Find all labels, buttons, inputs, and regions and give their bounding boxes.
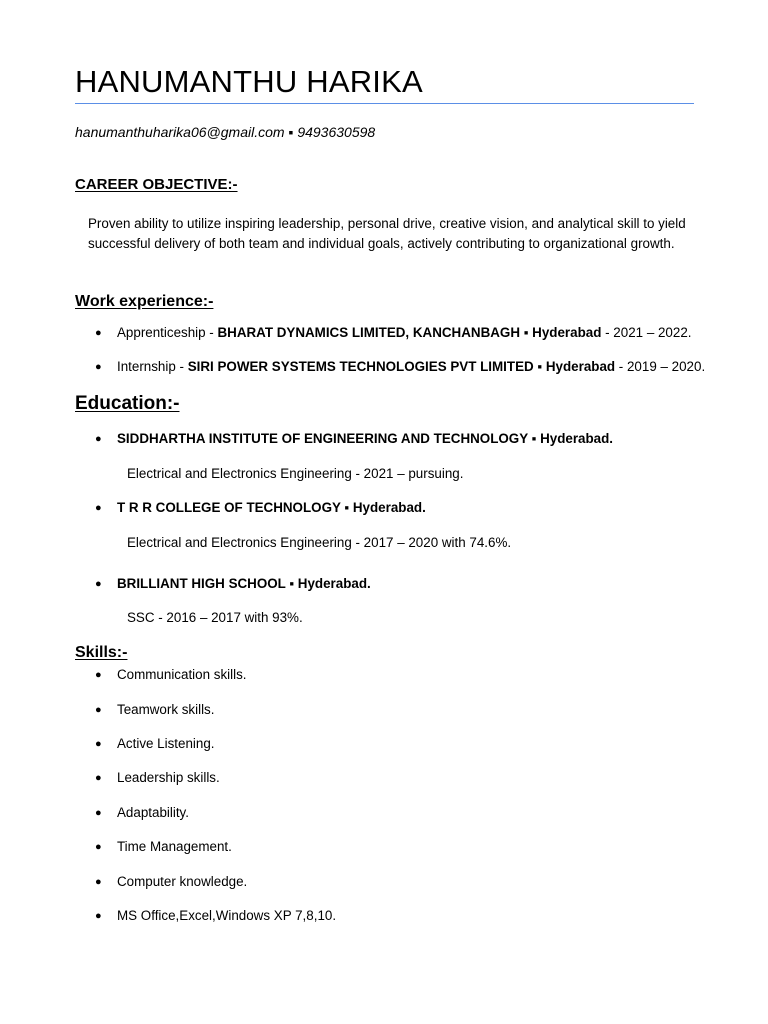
education-item: [95, 500, 426, 515]
bullet-icon: ●: [95, 669, 102, 681]
skill-label: Teamwork skills.: [117, 702, 215, 717]
work-experience-heading: Work experience:-: [75, 293, 214, 310]
career-objective-heading: CAREER OBJECTIVE:-: [75, 176, 238, 193]
skill-label: MS Office,Excel,Windows XP 7,8,10.: [117, 908, 337, 923]
education-item: [95, 576, 371, 591]
bullet-icon: ●: [95, 910, 102, 922]
skill-item: [95, 736, 215, 751]
bullet-icon: ●: [95, 361, 102, 373]
bullet-icon: ●: [95, 772, 102, 784]
education-institution: BRILLIANT HIGH SCHOOL ▪ Hyderabad.: [117, 576, 371, 591]
bullet-icon: ●: [95, 738, 102, 750]
work-organization: SIRI POWER SYSTEMS TECHNOLOGIES PVT LIMITED ▪ Hyderabad: [187, 359, 616, 374]
header-divider: [75, 103, 694, 104]
education-detail: Electrical and Electronics Engineering - 2021 – pursuing.: [127, 466, 464, 481]
skill-label: Communication skills.: [117, 667, 247, 682]
skill-label: Leadership skills.: [117, 770, 220, 785]
education-institution: T R R COLLEGE OF TECHNOLOGY ▪ Hyderabad.: [117, 500, 426, 515]
skill-item: [95, 702, 214, 717]
education-institution: SIDDHARTHA INSTITUTE OF ENGINEERING AND TECHNOLOGY ▪ Hyderabad.: [117, 431, 614, 446]
career-objective-text: Proven ability to utilize inspiring leadership, personal drive, creative vision, and analytical skill to yield successful delivery of both team and individual goals, actively contributing to organizational growth.: [88, 216, 686, 251]
skill-item: [95, 908, 336, 923]
skill-label: Computer knowledge.: [117, 874, 248, 889]
education-item: [95, 431, 613, 446]
education-heading: Education:-: [75, 393, 180, 414]
candidate-name: HANUMANTHU HARIKA: [75, 64, 423, 99]
contact-line: [75, 124, 375, 140]
skill-item: [95, 805, 189, 820]
skill-label: Adaptability.: [117, 805, 189, 820]
skill-label: Active Listening.: [117, 736, 215, 751]
skills-heading: Skills:-: [75, 644, 128, 661]
skill-item: [95, 770, 220, 785]
bullet-icon: ●: [95, 578, 102, 590]
work-period: - 2021 – 2022.: [601, 325, 692, 340]
education-detail: SSC - 2016 – 2017 with 93%.: [127, 610, 303, 625]
work-item: [95, 325, 692, 340]
education-detail: Electrical and Electronics Engineering - 2017 – 2020 with 74.6%.: [127, 535, 512, 550]
contact-separator: ▪: [288, 124, 294, 140]
work-period: - 2019 – 2020.: [615, 359, 706, 374]
work-role: Apprenticeship -: [117, 325, 218, 340]
work-organization: BHARAT DYNAMICS LIMITED, KANCHANBAGH ▪ Hyderabad: [217, 325, 602, 340]
work-item: [95, 359, 705, 374]
bullet-icon: ●: [95, 807, 102, 819]
skill-label: Time Management.: [117, 839, 232, 854]
bullet-icon: ●: [95, 327, 102, 339]
bullet-icon: ●: [95, 433, 102, 445]
bullet-icon: ●: [95, 502, 102, 514]
skill-item: [95, 839, 232, 854]
bullet-icon: ●: [95, 841, 102, 853]
work-role: Internship -: [117, 359, 188, 374]
bullet-icon: ●: [95, 704, 102, 716]
phone-text: 9493630598: [297, 124, 376, 140]
bullet-icon: ●: [95, 876, 102, 888]
skill-item: [95, 667, 246, 682]
email-text: hanumanthuharika06@gmail.com: [75, 124, 285, 140]
skill-item: [95, 874, 247, 889]
